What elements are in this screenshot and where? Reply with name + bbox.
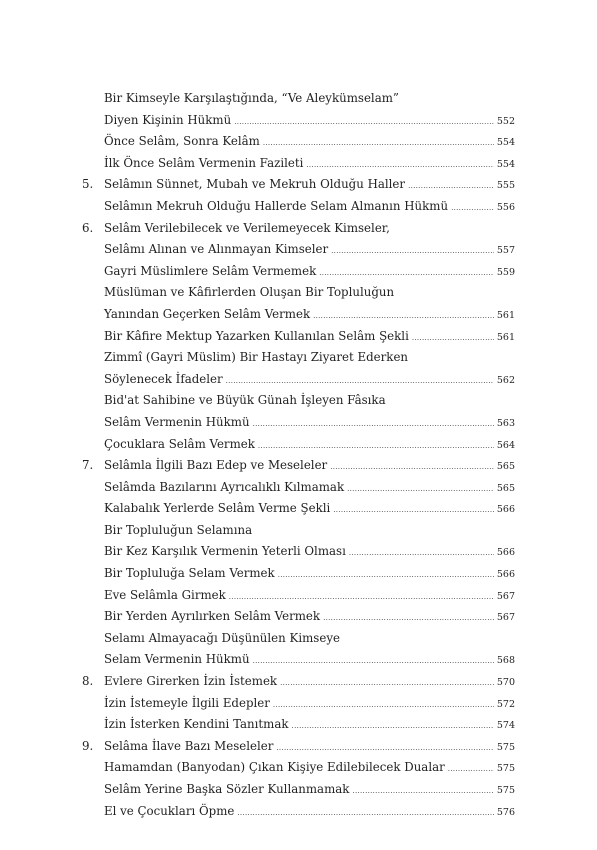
section-number: 5. xyxy=(82,177,94,192)
toc-entry xyxy=(0,174,597,196)
toc-entry xyxy=(0,304,597,326)
page-number: 575 xyxy=(496,763,515,775)
entry-title: Selâmla İlgili Bazı Edep ve Meseleler xyxy=(104,458,328,473)
page-number: 563 xyxy=(496,417,515,429)
entry-title: Selamı Almayacağı Düşünülen Kimseye xyxy=(104,630,340,645)
toc-entry xyxy=(0,261,597,283)
page-number: 576 xyxy=(496,806,515,818)
page-number: 559 xyxy=(496,266,515,278)
toc-entry xyxy=(0,412,597,434)
dot-leader xyxy=(331,241,494,263)
dot-leader xyxy=(292,716,494,738)
entry-title: Selâmda Bazılarını Ayrıcalıklı Kılmamak xyxy=(104,479,345,494)
entry-title: Önce Selâm, Sonra Kelâm xyxy=(104,134,260,149)
toc-entry xyxy=(0,477,597,499)
toc-entry xyxy=(0,434,597,456)
entry-title: Selâmı Alınan ve Alınmayan Kimseler xyxy=(104,242,329,257)
entry-title: Selâma İlave Bazı Meseleler xyxy=(104,738,274,753)
entry-title: Selâm Verilebilecek ve Verilemeyecek Kimseler, xyxy=(104,220,390,235)
toc-entry xyxy=(0,390,597,412)
dot-leader xyxy=(258,436,494,458)
entry-title: Gayri Müslimlere Selâm Vermemek xyxy=(104,263,317,278)
dot-leader xyxy=(229,587,494,609)
entry-title: Bir Topluluğun Selamına xyxy=(104,522,253,537)
toc-entry xyxy=(0,563,597,585)
toc-entry xyxy=(0,779,597,801)
dot-leader xyxy=(448,759,494,781)
entry-title: Yanından Geçerken Selâm Vermek xyxy=(104,306,311,321)
entry-title: Bir Kimseyle Karşılaştığında, “Ve Aleykümselam” xyxy=(104,91,399,105)
page-number: 566 xyxy=(496,569,515,581)
dot-leader xyxy=(347,479,494,501)
toc-entry xyxy=(0,347,597,369)
page-number: 554 xyxy=(496,158,515,170)
dot-leader xyxy=(226,371,494,393)
page-number: 565 xyxy=(496,482,515,494)
toc-entry xyxy=(0,693,597,715)
entry-title: Selâmın Sünnet, Mubah ve Mekruh Olduğu Haller xyxy=(104,177,406,192)
section-number: 7. xyxy=(82,458,94,473)
entry-title: Selâm Yerine Başka Sözler Kullanmamak xyxy=(104,782,350,796)
toc-entry xyxy=(0,131,597,153)
page-number: 574 xyxy=(496,720,515,732)
toc-entry xyxy=(0,649,597,671)
page-number: 566 xyxy=(496,504,515,516)
dot-leader xyxy=(323,608,494,630)
entry-title: El ve Çocukları Öpme xyxy=(104,803,235,818)
entry-title: Zimmî (Gayri Müslim) Bir Hastayı Ziyaret Ederken xyxy=(104,350,409,365)
page-number: 567 xyxy=(496,612,515,624)
dot-leader xyxy=(451,198,494,220)
page-number: 556 xyxy=(496,201,515,213)
entry-title: Müslüman ve Kâfirlerden Oluşan Bir Topluluğun xyxy=(104,285,395,300)
entry-title: Eve Selâmla Girmek xyxy=(104,587,226,602)
entry-title: Selâm Vermenin Hükmü xyxy=(104,414,250,429)
entry-title: Kalabalık Yerlerde Selâm Verme Şekli xyxy=(104,501,331,516)
entry-title: Diyen Kişinin Hükmü xyxy=(104,112,232,127)
toc-entry xyxy=(0,714,597,736)
section-number: 8. xyxy=(82,674,94,689)
page-number: 561 xyxy=(496,331,515,343)
page-number: 565 xyxy=(496,461,515,473)
dot-leader xyxy=(280,673,494,695)
toc-entry xyxy=(0,628,597,650)
toc-entry xyxy=(0,282,597,304)
toc-entry xyxy=(0,369,597,391)
toc-entry xyxy=(0,606,597,628)
dot-leader xyxy=(278,565,494,587)
page-number: 568 xyxy=(496,655,515,667)
page-number: 562 xyxy=(496,374,515,386)
entry-title: Evlere Girerken İzin İstemek xyxy=(104,674,278,689)
dot-leader xyxy=(237,803,493,825)
toc-entry xyxy=(0,110,597,132)
toc-entry xyxy=(0,671,597,693)
toc-entry xyxy=(0,541,597,563)
page-number: 557 xyxy=(496,245,515,257)
dot-leader xyxy=(253,414,494,436)
dot-leader xyxy=(352,781,493,803)
toc-entry xyxy=(0,239,597,261)
dot-leader xyxy=(263,133,494,155)
toc-entry xyxy=(0,455,597,477)
toc-entry xyxy=(0,196,597,218)
dot-leader xyxy=(306,155,493,177)
dot-leader xyxy=(319,263,494,285)
toc-entry xyxy=(0,218,597,240)
entry-title: Selâmın Mekruh Olduğu Hallerde Selam Almanın Hükmü xyxy=(104,198,449,213)
page-number: 566 xyxy=(496,547,515,559)
dot-leader xyxy=(273,695,494,717)
entry-title: Selam Vermenin Hükmü xyxy=(104,652,250,667)
entry-title: Bir Yerden Ayrılırken Selâm Vermek xyxy=(104,609,321,624)
toc-entry xyxy=(0,326,597,348)
page-number: 555 xyxy=(496,180,515,192)
dot-leader xyxy=(333,500,494,522)
dot-leader xyxy=(234,112,494,134)
entry-title: Hamamdan (Banyodan) Çıkan Kişiye Edilebilecek Dualar xyxy=(104,760,445,775)
page-number: 561 xyxy=(496,309,515,321)
toc-entry xyxy=(0,585,597,607)
dot-leader xyxy=(313,306,494,328)
dot-leader xyxy=(276,738,493,760)
page-number: 570 xyxy=(496,677,515,689)
entry-title: İlk Önce Selâm Vermenin Fazileti xyxy=(104,155,304,170)
page-number: 572 xyxy=(496,698,515,710)
entry-title: Çocuklara Selâm Vermek xyxy=(104,436,255,451)
toc-entry xyxy=(0,736,597,758)
page-number: 554 xyxy=(496,137,515,149)
toc-entry xyxy=(0,498,597,520)
entry-title: Bir Kâfire Mektup Yazarken Kullanılan Selâm Şekli xyxy=(104,328,409,343)
dot-leader xyxy=(349,543,494,565)
page-number: 564 xyxy=(496,439,515,451)
entry-title: İzin İsterken Kendini Tanıtmak xyxy=(104,717,289,732)
page-number: 575 xyxy=(496,741,515,753)
entry-title: Söylenecek İfadeler xyxy=(104,371,223,386)
entry-title: Bir Kez Karşılık Vermenin Yeterli Olması xyxy=(104,544,346,559)
toc-entry xyxy=(0,88,597,110)
section-number: 6. xyxy=(82,220,94,235)
dot-leader xyxy=(330,457,494,479)
toc-entry xyxy=(0,801,597,823)
section-number: 9. xyxy=(82,738,94,753)
toc-entry xyxy=(0,757,597,779)
entry-title: Bir Topluluğa Selam Vermek xyxy=(104,566,275,581)
page-number: 567 xyxy=(496,590,515,602)
entry-title: Bid'at Sahibine ve Büyük Günah İşleyen Fâsıka xyxy=(104,393,386,408)
page-number: 575 xyxy=(496,785,515,796)
toc-entry xyxy=(0,520,597,542)
dot-leader xyxy=(412,328,494,350)
table-of-contents xyxy=(0,88,597,822)
toc-entry xyxy=(0,153,597,175)
page-number: 552 xyxy=(496,115,515,127)
dot-leader xyxy=(253,651,494,673)
entry-title: İzin İstemeyle İlgili Edepler xyxy=(104,695,270,710)
dot-leader xyxy=(408,176,494,198)
